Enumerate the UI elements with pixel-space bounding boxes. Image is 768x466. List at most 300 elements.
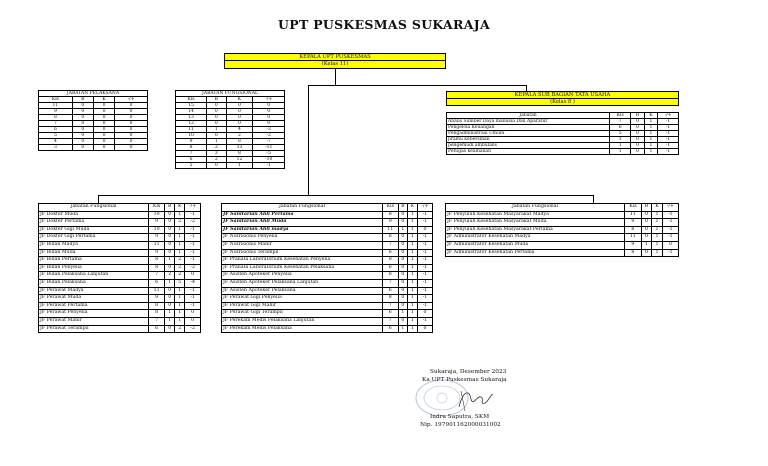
table-cell: JF Bidan Pertama (39, 257, 149, 265)
table-cell: 0 (417, 325, 432, 333)
column-header: B (641, 204, 651, 212)
table-cell: 0 (417, 226, 432, 234)
table-cell: 0 (115, 133, 148, 139)
table-cell: -10 (253, 157, 285, 163)
table-row (222, 219, 433, 227)
table-cell: JF Sanitarian Ahli madya (222, 226, 383, 234)
table-cell: 9 (383, 219, 399, 227)
table-cell: 0 (398, 295, 408, 303)
table-cell: JF Nutrisionis Mahir (222, 241, 383, 249)
table-cell: -1 (658, 125, 679, 131)
table-cell: JF Perekam Medis Pelaksana Lanjutan (222, 317, 383, 325)
table-cell: 0 (253, 103, 285, 109)
kasubag-class: (Kelas 8 ) (550, 99, 575, 106)
table-cell: 0 (398, 219, 408, 227)
table-cell: JF Penyuluh Kesehatan Masyarakat Muda (446, 219, 625, 227)
table-cell: 0 (165, 219, 175, 227)
table-cell: -1 (185, 234, 201, 242)
column-header: B (165, 204, 175, 212)
table-cell: 1 (175, 234, 185, 242)
table-cell: 0 (398, 241, 408, 249)
column-header: K (175, 204, 185, 212)
table-cell: 2 (207, 145, 226, 151)
place-date: Sukaraja, Desember 2023 (430, 369, 507, 375)
column-header: -/+ (253, 97, 285, 103)
signer-nip: Nip. 197901162000031002 (420, 421, 501, 428)
table-cell: 0 (72, 103, 93, 109)
column-header: K (93, 97, 114, 103)
table-cell: 6 (176, 157, 207, 163)
table-cell: 0 (72, 121, 93, 127)
fungsional-table-2 (221, 203, 433, 333)
table-cell: -1 (417, 302, 432, 310)
table-cell: 6 (149, 279, 165, 287)
column-header: -/+ (115, 97, 148, 103)
table-cell: 1 (398, 226, 408, 234)
table-row (39, 279, 201, 287)
table-cell: 1 (175, 287, 185, 295)
table-cell: 8 (383, 295, 399, 303)
table-cell: 0 (165, 295, 175, 303)
table-cell: JF Perawat Gigi Terampil (222, 310, 383, 318)
table-cell: 8 (39, 115, 73, 121)
table-row (222, 241, 433, 249)
table-row (222, 249, 433, 257)
table-cell: -1 (417, 272, 432, 280)
table-cell: 9 (176, 139, 207, 145)
table-cell: 1 (207, 139, 226, 145)
table-cell: 1 (644, 137, 657, 143)
table-cell: 1 (644, 131, 657, 137)
table-cell: 0 (398, 264, 408, 272)
table-cell: 8 (383, 211, 399, 219)
table-cell: 1 (175, 249, 185, 257)
table-cell: JF Perawat Gigi Penyelia (222, 295, 383, 303)
tata-usaha-table (446, 112, 679, 155)
table-cell: 1 (641, 241, 651, 249)
table-cell: Petugas keamanan (447, 149, 610, 155)
table-cell: 2 (175, 264, 185, 272)
table-row (222, 317, 433, 325)
table-cell: 0 (398, 272, 408, 280)
column-header: Jabatan Fungsional (446, 204, 625, 212)
table-cell: 0 (398, 249, 408, 257)
table-cell: 9 (39, 109, 73, 115)
table-cell: 4 (226, 127, 253, 133)
table-cell: -4 (185, 279, 201, 287)
table-cell: -2 (185, 325, 201, 333)
table-cell: 1 (165, 317, 175, 325)
column-header: B (631, 113, 644, 119)
column-header: -/+ (658, 113, 679, 119)
table-cell: -1 (185, 287, 201, 295)
table-cell: 0 (207, 133, 226, 139)
table-cell: 8 (149, 302, 165, 310)
table-row (39, 219, 201, 227)
table-row (39, 249, 201, 257)
table-row (222, 295, 433, 303)
table-cell: 6 (39, 127, 73, 133)
table-cell: 9 (149, 295, 165, 303)
table-cell: 0 (115, 109, 148, 115)
signer-role: Ka UPT Puskesmas Sukaraja (422, 376, 507, 383)
table-cell: 1 (408, 295, 418, 303)
table-cell: 0 (641, 211, 651, 219)
table-cell: 7 (383, 241, 399, 249)
table-cell: 0 (115, 145, 148, 151)
table-cell: 8 (383, 272, 399, 280)
table-cell: 6 (149, 325, 165, 333)
table-cell: 0 (662, 241, 678, 249)
column-header: Kls (149, 204, 165, 212)
table-cell: -1 (185, 302, 201, 310)
page-title: UPT PUSKESMAS SUKARAJA (278, 17, 490, 32)
table-cell: 1 (408, 249, 418, 257)
table-cell: 0 (226, 115, 253, 121)
table-cell: 1 (610, 137, 631, 143)
table-row (39, 295, 201, 303)
table-row (39, 310, 201, 318)
table-cell: 0 (93, 109, 114, 115)
table-cell: 9 (625, 219, 642, 227)
table-cell: -1 (185, 295, 201, 303)
table-cell: 1 (652, 219, 663, 227)
column-header: -/+ (417, 204, 432, 212)
connector-line (335, 69, 336, 85)
table-cell: -1 (662, 219, 678, 227)
table-row (222, 310, 433, 318)
table-cell: 1 (652, 249, 663, 257)
table-cell: 0 (226, 109, 253, 115)
table-cell: 0 (72, 127, 93, 133)
table-cell: 0 (641, 234, 651, 242)
table-cell: 1 (398, 310, 408, 318)
table-cell: 0 (93, 127, 114, 133)
column-header: Kls (383, 204, 399, 212)
table-cell: -1 (417, 234, 432, 242)
table-cell: -1 (417, 264, 432, 272)
kasubag-title: KEPALA SUB BAGIAN TATA USAHA (447, 92, 678, 99)
table-cell: 10 (149, 211, 165, 219)
table-cell: 0 (115, 121, 148, 127)
table-cell: Analis Sumber Daya manusia Dan Aparatur (447, 119, 610, 125)
table-cell: 11 (383, 226, 399, 234)
table-cell: JF Perawat Madya (39, 287, 149, 295)
table-cell: -1 (658, 143, 679, 149)
table-cell: -1 (185, 226, 201, 234)
table-cell: 1 (408, 226, 418, 234)
table-cell: JF Pranata Laboratorium Kesehatan Penyelia (222, 257, 383, 265)
table-cell: 1 (408, 310, 418, 318)
table-cell: 0 (185, 317, 201, 325)
column-header: Kls (176, 97, 207, 103)
fungsional-table-1 (38, 203, 201, 333)
column-header: K (644, 113, 657, 119)
table-cell: 1 (175, 241, 185, 249)
table-cell: 6 (383, 310, 399, 318)
table-row (446, 219, 679, 227)
column-header: K (226, 97, 253, 103)
table-cell: 4 (39, 139, 73, 145)
table-cell: -1 (417, 257, 432, 265)
table-cell: 0 (72, 145, 93, 151)
table-cell: JF Dokter Gigi Pertama (39, 234, 149, 242)
table-cell: JF Penyuluh Kesehatan Masyarakat Pertama (446, 226, 625, 234)
table-cell: -1 (662, 226, 678, 234)
table-cell: 13 (176, 115, 207, 121)
table-cell: 8 (625, 226, 642, 234)
table-cell: 0 (631, 149, 644, 155)
table-cell: 0 (115, 115, 148, 121)
table-cell: 7 (383, 302, 399, 310)
table-cell: -1 (417, 241, 432, 249)
table-cell: 1 (652, 226, 663, 234)
table-cell: JF Perekam Medis Pelaksana (222, 325, 383, 333)
table-cell: 0 (165, 234, 175, 242)
table-cell: 8 (226, 151, 253, 157)
column-header: B (72, 97, 93, 103)
table-cell: pengemudi ambulans (447, 143, 610, 149)
table-cell: -1 (417, 279, 432, 287)
table-cell: -1 (417, 287, 432, 295)
table-cell: 0 (165, 325, 175, 333)
table-cell: 12 (176, 121, 207, 127)
table-cell: -1 (658, 137, 679, 143)
table-row (222, 287, 433, 295)
table-cell: 0 (93, 145, 114, 151)
table-cell: 5 (176, 163, 207, 169)
table-cell: 1 (610, 149, 631, 155)
table-cell: 0 (207, 115, 226, 121)
table-cell: 1 (408, 219, 418, 227)
table-cell: 8 (383, 257, 399, 265)
table-cell: JF Nutrisionis Penyelia (222, 234, 383, 242)
table-cell: 0 (207, 163, 226, 169)
table-row (222, 302, 433, 310)
table-cell: JF Dokter Muda (39, 211, 149, 219)
table-cell: 1 (408, 325, 418, 333)
table-row (222, 264, 433, 272)
table-cell: 0 (165, 249, 175, 257)
table-cell: 7 (149, 272, 165, 280)
table-cell: 8 (149, 257, 165, 265)
table-cell: -1 (662, 234, 678, 242)
table-cell: JF Nutrisionis Terampil (222, 249, 383, 257)
table-row (39, 234, 201, 242)
table-cell: 1 (652, 234, 663, 242)
table-cell: 15 (176, 103, 207, 109)
column-header: B (398, 204, 408, 212)
table-cell: -2 (185, 264, 201, 272)
table-cell: 12 (226, 157, 253, 163)
column-header: Kls (610, 113, 631, 119)
column-header: Jabatan (447, 113, 610, 119)
column-header: -/+ (662, 204, 678, 212)
table-cell: 0 (165, 211, 175, 219)
table-title: JABATAN FUNGSIONAL (176, 91, 285, 97)
table-cell: Pengadministrasi Umum (447, 131, 610, 137)
table-cell: 0 (226, 121, 253, 127)
table-cell: 8 (149, 310, 165, 318)
table-cell: JF Sanitarian Ahli Pertama (222, 211, 383, 219)
table-cell: 0 (398, 287, 408, 295)
table-row (39, 241, 201, 249)
table-title: JABATAN PELAKSANA (39, 91, 148, 97)
table-row (446, 226, 679, 234)
table-cell: JF Perawat Gigi Mahir (222, 302, 383, 310)
table-cell: -1 (185, 241, 201, 249)
table-cell: 1 (207, 127, 226, 133)
table-cell: JF Bidan Muda (39, 249, 149, 257)
table-cell: 0 (72, 115, 93, 121)
column-header: K (652, 204, 663, 212)
table-cell: JF Perawat Mahir (39, 317, 149, 325)
table-cell: 0 (253, 109, 285, 115)
table-cell: JF Pranata Laboratorium Kesehatan Pelaksana (222, 264, 383, 272)
kasubag-box (446, 91, 679, 106)
table-cell: 0 (93, 115, 114, 121)
table-cell: 0 (72, 109, 93, 115)
table-cell: -2 (185, 219, 201, 227)
table-cell: JF Perawat Terampil (39, 325, 149, 333)
table-cell: 0 (417, 310, 432, 318)
table-cell: 1 (408, 234, 418, 242)
table-cell: 1 (408, 241, 418, 249)
table-row (222, 272, 433, 280)
table-cell: -1 (417, 317, 432, 325)
table-cell: 9 (625, 241, 642, 249)
table-cell: 2 (175, 325, 185, 333)
table-cell: 6 (383, 249, 399, 257)
table-cell: 1 (165, 310, 175, 318)
table-cell: 1 (644, 143, 657, 149)
table-cell: 5 (610, 131, 631, 137)
table-cell: -1 (185, 249, 201, 257)
column-header: Jabatan Fungsional (222, 204, 383, 212)
table-cell: 1 (175, 302, 185, 310)
kepala-title: KEPALA UPT PUSKESMAS (225, 54, 445, 61)
table-row (222, 211, 433, 219)
table-row (222, 325, 433, 333)
table-cell: 7 (610, 119, 631, 125)
table-cell: -1 (185, 257, 201, 265)
connector-line (308, 85, 526, 86)
table-cell: 8 (149, 264, 165, 272)
table-row (39, 257, 201, 265)
table-cell: 8 (176, 145, 207, 151)
table-cell: 3 (39, 145, 73, 151)
table-cell: 0 (207, 109, 226, 115)
table-cell: 1 (644, 125, 657, 131)
table-cell: 0 (253, 121, 285, 127)
table-cell: JF Asisten Apoteker Pelaksana (222, 287, 383, 295)
table-cell: 10 (176, 133, 207, 139)
table-row (39, 226, 201, 234)
table-cell: -1 (417, 295, 432, 303)
table-cell: 9 (149, 234, 165, 242)
table-cell: 1 (175, 317, 185, 325)
table-cell: JF Bidan Pelaksana Lanjutan (39, 272, 149, 280)
table-cell: 2 (165, 272, 175, 280)
table-cell: 10 (149, 226, 165, 234)
connector-line (98, 195, 593, 196)
table-cell: 9 (149, 219, 165, 227)
table-cell: 1 (165, 279, 175, 287)
table-cell: 13 (226, 145, 253, 151)
table-cell: JF Bidan Madya (39, 241, 149, 249)
table-cell: 1 (644, 119, 657, 125)
table-row (39, 145, 148, 151)
column-header: Kls (39, 97, 73, 103)
table-cell: 1 (175, 295, 185, 303)
table-cell: 0 (115, 103, 148, 109)
table-cell: 6 (610, 125, 631, 131)
table-cell: 5 (39, 133, 73, 139)
table-cell: 1 (165, 257, 175, 265)
table-cell: -7 (253, 139, 285, 145)
table-cell: 7 (383, 317, 399, 325)
column-header: -/+ (185, 204, 201, 212)
table-cell: 0 (398, 211, 408, 219)
table-cell: 0 (207, 121, 226, 127)
table-cell: JF Sanitarian Ahli Muda (222, 219, 383, 227)
table-row (39, 302, 201, 310)
table-cell: 1 (408, 211, 418, 219)
table-cell: 1 (652, 241, 663, 249)
table-cell: 3 (207, 151, 226, 157)
table-cell: JF Dokter Gigi Muda (39, 226, 149, 234)
table-cell: -1 (662, 211, 678, 219)
table-row (446, 234, 679, 242)
table-cell: 1 (408, 302, 418, 310)
table-cell: 7 (383, 279, 399, 287)
table-cell: JF Bidan Pelaksana (39, 279, 149, 287)
table-cell: 0 (398, 234, 408, 242)
table-cell: JF Administrator Kesehatan Madya (446, 234, 625, 242)
table-cell: -1 (417, 249, 432, 257)
table-cell: JF Administrator Kesehatan Muda (446, 241, 625, 249)
table-cell: 9 (149, 249, 165, 257)
table-cell: 1 (644, 149, 657, 155)
table-row (447, 149, 679, 155)
table-row (446, 241, 679, 249)
table-cell: 8 (383, 234, 399, 242)
table-cell: JF Administrator Kesehatan Pertama (446, 249, 625, 257)
table-cell: 1 (408, 287, 418, 295)
table-cell: 0 (398, 257, 408, 265)
table-row (446, 211, 679, 219)
table-cell: -1 (417, 219, 432, 227)
table-cell: 14 (176, 109, 207, 115)
table-cell: 6 (383, 264, 399, 272)
connector-line (593, 195, 594, 203)
table-cell: 0 (93, 103, 114, 109)
table-row (39, 211, 201, 219)
table-cell: -5 (253, 151, 285, 157)
column-header: K (408, 204, 418, 212)
table-cell: 0 (641, 219, 651, 227)
table-cell: 1 (408, 257, 418, 265)
table-cell: JF Dokter Pertama (39, 219, 149, 227)
table-row (39, 325, 201, 333)
fungsional-table-3 (445, 203, 679, 257)
table-cell: 11 (39, 103, 73, 109)
table-cell: 0 (165, 264, 175, 272)
pelaksana-table (38, 90, 148, 151)
table-cell: 1 (408, 264, 418, 272)
table-cell: -1 (662, 249, 678, 257)
table-cell: 0 (115, 127, 148, 133)
